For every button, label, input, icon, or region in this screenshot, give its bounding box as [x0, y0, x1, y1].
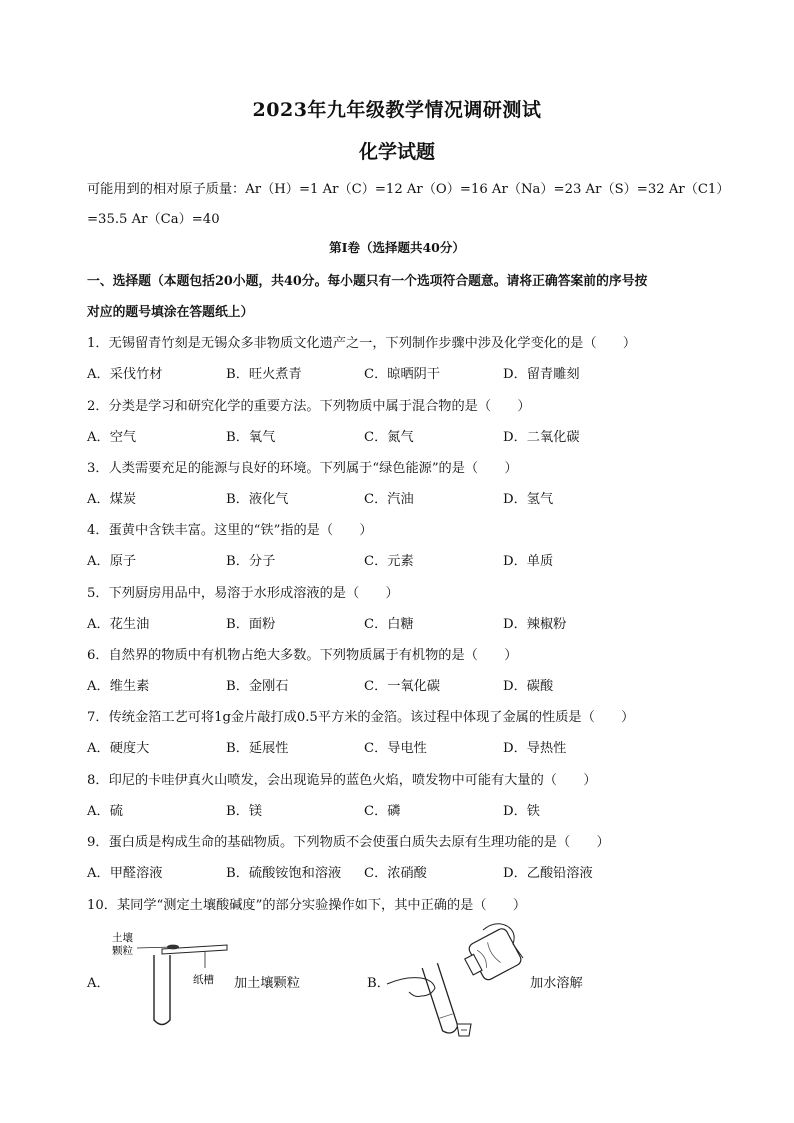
- figure-a-caption: 加土壤颗粒: [234, 976, 300, 991]
- option-a: A．硫: [87, 804, 123, 819]
- question-7-stem: 7．传统金箔工艺可将1g金片敲打成0.5平方米的金箔。该过程中体现了金属的性质是（ ）: [87, 710, 635, 725]
- atomic-mass-line-2: =35.5 Ar（Ca）=40: [87, 212, 220, 227]
- soil-label-line-1: 土壤: [112, 932, 133, 944]
- option-c: C．晾晒阴干: [364, 367, 441, 382]
- option-a: A．硬度大: [87, 741, 150, 756]
- test-tube: [154, 955, 170, 1025]
- figure-a-test-tube-diagram: [105, 925, 230, 1035]
- option-a: A．花生油: [87, 617, 150, 632]
- option-a: A．甲醛溶液: [87, 866, 163, 881]
- option-c: C．一氧化碳: [364, 679, 441, 694]
- exam-subtitle: 化学试题: [358, 141, 435, 163]
- option-c: C．磷: [364, 804, 401, 819]
- question-9-stem: 9．蛋白质是构成生命的基础物质。下列物质不会使蛋白质失去原有生理功能的是（ ）: [87, 835, 610, 850]
- option-c: C．浓硝酸: [364, 866, 427, 881]
- option-d: D．氢气: [503, 492, 554, 507]
- option-b: B．金刚石: [226, 679, 289, 694]
- question-10-stem: 10．某同学“测定土壤酸碱度”的部分实验操作如下，其中正确的是（ ）: [87, 898, 527, 913]
- option-b: B．氧气: [226, 430, 276, 445]
- question-3-stem: 3．人类需要充足的能源与良好的环境。下列属于“绿色能源”的是（ ）: [87, 461, 518, 476]
- option-c: C．元素: [364, 554, 414, 569]
- option-b: B．面粉: [226, 617, 276, 632]
- question-2-stem: 2．分类是学习和研究化学的重要方法。下列物质中属于混合物的是（ ）: [87, 399, 531, 414]
- option-c: C．白糖: [364, 617, 414, 632]
- option-d: D．二氧化碳: [503, 430, 580, 445]
- question-5-options: [87, 613, 727, 633]
- question-2-options: [87, 426, 727, 446]
- soil-label-line-2: 颗粒: [112, 945, 133, 957]
- option-c: C．汽油: [364, 492, 414, 507]
- question-8-stem: 8．印尼的卡哇伊真火山喷发，会出现诡异的蓝色火焰，喷发物中可能有大量的（ ）: [87, 773, 597, 788]
- option-a: A．空气: [87, 430, 137, 445]
- question-9-options: [87, 862, 727, 882]
- figure-b-option-label: B．: [367, 976, 390, 991]
- question-3-options: [87, 488, 727, 508]
- option-b: B．分子: [226, 554, 276, 569]
- option-b: B．镁: [226, 804, 263, 819]
- option-d: D．铁: [503, 804, 540, 819]
- atomic-mass-line-1: 可能用到的相对原子质量：Ar（H）=1 Ar（C）=12 Ar（O）=16 Ar（Na）=23 Ar（S）=32 Ar（C1）: [87, 182, 730, 197]
- question-4-options: [87, 550, 727, 570]
- question-8-options: [87, 800, 727, 820]
- figure-b-pouring-diagram: [385, 912, 530, 1047]
- figure-b-caption: 加水溶解: [530, 976, 583, 991]
- option-d: D．导热性: [503, 741, 567, 756]
- section-instruction-2: 对应的题号填涂在答题纸上）: [87, 305, 254, 320]
- test-tube: [422, 963, 459, 1035]
- question-1-stem: 1．无锡留青竹刻是无锡众多非物质文化遗产之一，下列制作步骤中涉及化学变化的是（ ）: [87, 336, 637, 351]
- question-5-stem: 5．下列厨房用品中，易溶于水形成溶液的是（ ）: [87, 586, 399, 601]
- option-b: B．液化气: [226, 492, 289, 507]
- question-7-options: [87, 737, 727, 757]
- option-c: C．导电性: [364, 741, 427, 756]
- option-b: B．延展性: [226, 741, 289, 756]
- option-d: D．乙酸铅溶液: [503, 866, 593, 881]
- option-a: A．原子: [87, 554, 137, 569]
- option-b: B．硫酸铵饱和溶液: [226, 866, 342, 881]
- option-b: B．旺火煮青: [226, 367, 302, 382]
- option-a: A．采伐竹材: [87, 367, 163, 382]
- section-title: 第I卷（选择题共40分）: [329, 240, 465, 255]
- question-6-options: [87, 675, 727, 695]
- option-c: C．氮气: [364, 430, 414, 445]
- paper-label: 纸槽: [193, 974, 214, 986]
- figure-a-option-label: A．: [87, 976, 110, 991]
- question-1-options: [87, 363, 727, 383]
- option-d: D．留青雕刻: [503, 367, 580, 382]
- question-6-stem: 6．自然界的物质中有机物占绝大多数。下列物质属于有机物的是（ ）: [87, 648, 518, 663]
- exam-title: 2023年九年级教学情况调研测试: [252, 99, 542, 121]
- option-d: D．辣椒粉: [503, 617, 567, 632]
- option-a: A．煤炭: [87, 492, 137, 507]
- option-d: D．单质: [503, 554, 554, 569]
- question-4-stem: 4．蛋黄中含铁丰富。这里的“铁”指的是（ ）: [87, 523, 373, 538]
- option-a: A．维生素: [87, 679, 150, 694]
- soil-particles: [167, 945, 179, 950]
- option-d: D．碳酸: [503, 679, 554, 694]
- section-instruction-1: 一、选择题（本题包括20小题，共40分。每小题只有一个选项符合题意。请将正确答案前的序号按: [87, 274, 648, 289]
